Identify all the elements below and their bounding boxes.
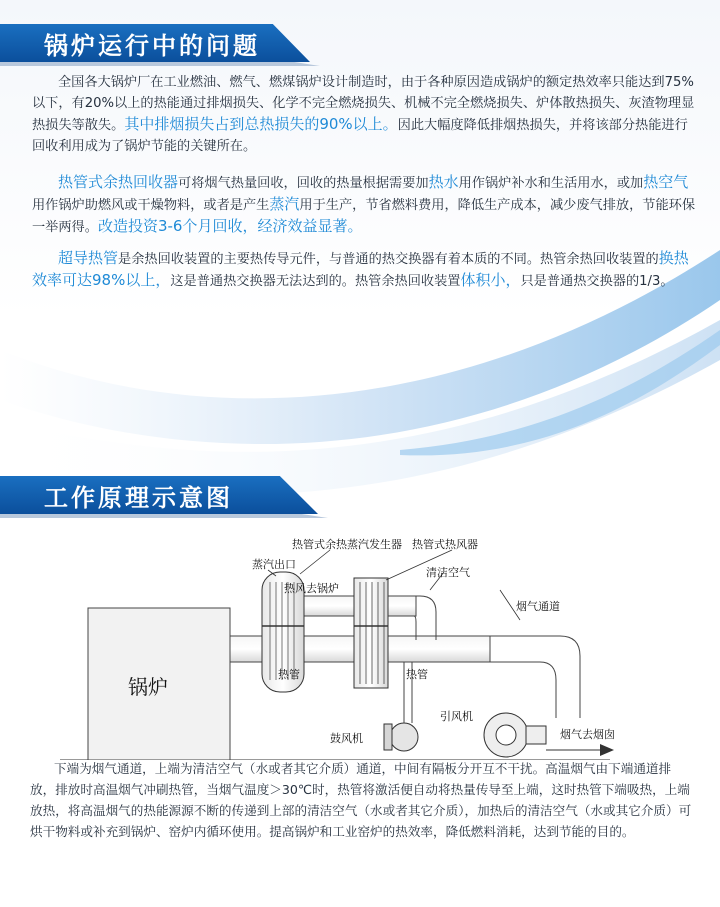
highlight-exhaust-loss: 其中排烟损失占到总热损失的90%以上。 bbox=[124, 115, 398, 133]
highlight-product-name: 热管式余热回收器 bbox=[58, 173, 179, 191]
working-principle-diagram bbox=[0, 530, 720, 760]
label-clean-air: 清洁空气 bbox=[426, 566, 470, 579]
label-to-chimney: 烟气去烟囱 bbox=[560, 728, 615, 741]
label-hot-air-to-boiler: 热风去锅炉 bbox=[284, 582, 339, 595]
label-blower: 鼓风机 bbox=[330, 732, 363, 745]
label-steam-outlet: 蒸汽出口 bbox=[252, 558, 296, 571]
section-title-banner bbox=[0, 24, 310, 62]
label-hot-air-device: 热管式热风器 bbox=[412, 538, 478, 551]
blower-fan bbox=[390, 723, 418, 751]
label-heat-pipe-2: 热管 bbox=[406, 668, 428, 681]
highlight-payback: 改造投资3-6个月回收，经济效益显著。 bbox=[97, 217, 363, 235]
hot-air-heater bbox=[354, 578, 388, 688]
paragraph-heat-recovery: 热管式余热回收器可将烟气热量回收，回收的热量根据需要加热水用作锅炉补水和生活用水，或加热空气用作锅炉助燃风或干燥物料，或者是产生蒸汽用于生产，节省燃料费用，降低生产成本，减少废气排放，节能环保一举两得。改造投资3-6个月回收，经济效益显著。 bbox=[32, 173, 696, 235]
label-heat-pipe-1: 热管 bbox=[278, 668, 300, 681]
section-title-2: 工作原理示意图 bbox=[44, 483, 233, 512]
label-induced-fan: 引风机 bbox=[440, 710, 473, 723]
diagram-description: 下端为烟气通道，上端为清洁空气（水或者其它介质）通道，中间有隔板分开互不干扰。高温烟气由下端通道排放，排放时高温烟气冲刷热管，当烟气温度＞30℃时，热管将激活便自动将热量传导至上端，这时热管下端吸热，上端放热，将高温烟气的热能源源不断的传递到上部的清洁空气（水或者其它介质），加热后的清洁空气（水或其它介质）可烘干物料或补充到锅炉、窑炉内循环使用。提高锅炉和工业窑炉的热效率，降低燃料消耗，达到节能的目的。 bbox=[30, 761, 692, 839]
boiler-label: 锅炉 bbox=[128, 675, 168, 699]
section-title-banner-2 bbox=[0, 476, 318, 514]
label-flue-channel: 烟气通道 bbox=[516, 600, 560, 613]
arrow-right-icon bbox=[600, 744, 614, 756]
paragraph-boiler-losses: 全国各大锅炉厂在工业燃油、燃气、燃煤锅炉设计制造时，由于各种原因造成锅炉的额定热效率只能达到75%以下，有20%以上的热能通过排烟损失、化学不完全燃烧损失、机械不完全燃烧损失、炉体散热损失、灰渣物理显热损失等散失。其中排烟损失占到总热损失的90%以上。因此大幅度降低排烟热损失，并将该部分热能进行回收利用成为了锅炉节能的关键所在。 bbox=[32, 75, 695, 154]
highlight-heat-pipe: 超导热管 bbox=[58, 249, 119, 267]
paragraph-superconducting-pipe: 超导热管是余热回收装置的主要热传导元件，与普通的热交换器有着本质的不同。热管余热回收装置的换热效率可达98%以上，这是普通热交换器无法达到的。热管余热回收装置体积小，只是普通热交换器的1/3。 bbox=[32, 249, 689, 289]
label-steam-generator: 热管式余热蒸汽发生器 bbox=[292, 538, 402, 551]
section-title: 锅炉运行中的问题 bbox=[44, 31, 260, 60]
